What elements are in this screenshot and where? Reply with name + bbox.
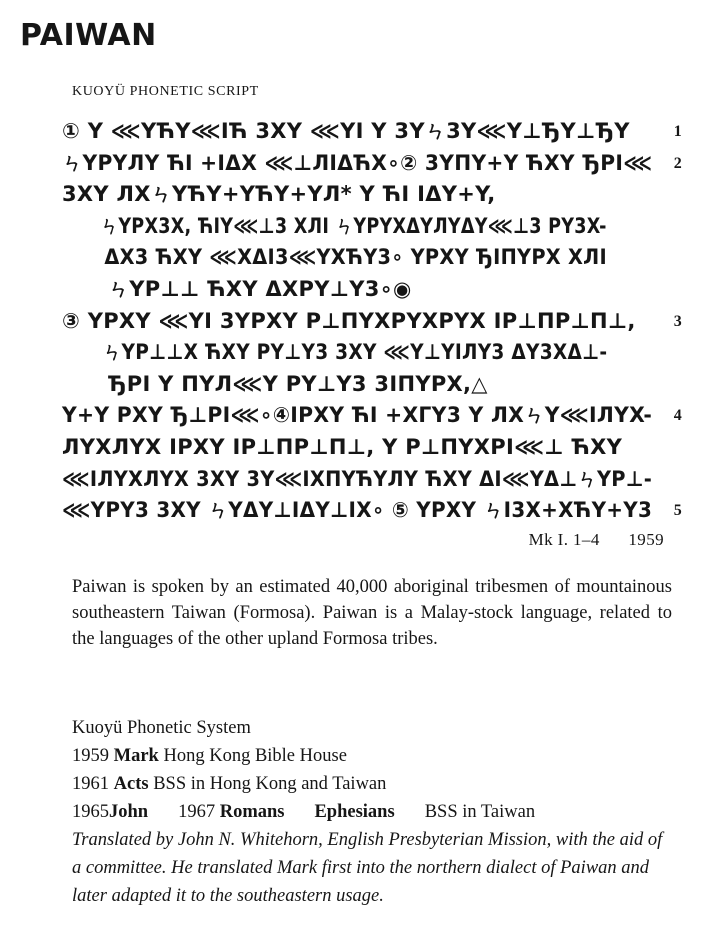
- entry-year: 1967: [178, 802, 216, 822]
- entry-book: Acts: [113, 774, 149, 794]
- script-line-text: ③ YPXY ⋘YI 3YPXY P⊥ПYXPYXPYX IP⊥ПP⊥П⊥,: [62, 308, 636, 333]
- script-line-text: Y+Y PXY Ђ⊥PI⋘∘④IPXY ЋI +XГY3 Y ЛXㄣY⋘IЛYX-: [62, 403, 653, 428]
- reference-text: Mk I. 1–4: [528, 530, 600, 549]
- entry-book: Ephesians: [314, 802, 395, 822]
- script-line-text: ㄣYP⊥⊥ ЋXY ΔXPY⊥Y3∘◉: [108, 276, 412, 301]
- reference-year: 1959: [628, 530, 664, 549]
- script-name-subtitle: KUOYÜ PHONETIC SCRIPT: [72, 84, 259, 99]
- script-line-text: ㄣYP⊥⊥X ЋXY PY⊥Y3 3XY ⋘Y⊥YIЛY3 ΔY3XΔ⊥-: [102, 340, 608, 365]
- script-line: [62, 242, 682, 274]
- verse-number: 2: [673, 154, 682, 172]
- script-line: [62, 274, 682, 306]
- script-line-text: ㄣYPYЛY ЋI +IΔX ⋘⊥ЛIΔЋX∘② 3YПY+Y ЋXY ЂPI⋘: [62, 150, 653, 175]
- script-line: [62, 400, 682, 432]
- script-line-text: ЂPI Y ПYЛ⋘Y PY⊥Y3 3IПYPX,△: [108, 371, 488, 396]
- entry-year: 1959: [72, 746, 109, 766]
- entry-book: Romans: [219, 802, 285, 822]
- script-line-text: ⋘IЛYXЛYX 3XY 3Y⋘IXПYЋYЛY ЋXY ΔI⋘YΔ⊥ㄣYP⊥-: [62, 466, 653, 491]
- entry-year: 1961: [72, 774, 109, 794]
- script-line: [62, 464, 682, 496]
- script-line: [62, 211, 682, 243]
- script-line-text: ㄣYPX3X, ЋIY⋘⊥3 XЛI ㄣYPYXΔYЛYΔY⋘⊥3 PY3X-: [100, 213, 607, 238]
- script-line-text: ⋘YPY3 3XY ㄣYΔY⊥IΔY⊥IX∘ ⑤ YPXY ㄣI3X+XЋY+Y3: [62, 498, 653, 523]
- script-line-text: 3XY ЛXㄣYЋY+YЋY+YЛ* Y ЋI IΔY+Y,: [62, 182, 496, 207]
- history-entry: [72, 770, 672, 798]
- page-title: PAIWAN: [20, 18, 157, 53]
- entry-book: Mark: [113, 746, 159, 766]
- verse-number: 5: [673, 502, 682, 520]
- entry-publisher: Hong Kong Bible House: [163, 746, 347, 766]
- script-line-text: ΔX3 ЋXY ⋘XΔI3⋘YXЋY3∘ YPXY ЂIПYPX XЛI: [104, 245, 608, 270]
- scripture-reference: [529, 530, 664, 550]
- entry-book: John: [109, 802, 149, 822]
- script-line: [62, 369, 682, 401]
- script-line: [62, 306, 682, 338]
- script-line: [62, 495, 682, 527]
- entry-publisher: BSS in Hong Kong and Taiwan: [153, 774, 387, 794]
- script-sample: [62, 116, 682, 527]
- verse-number: 4: [673, 407, 682, 425]
- system-line: Kuoyü Phonetic System: [72, 718, 251, 738]
- entry-year: 1965: [72, 802, 109, 822]
- translation-history: [72, 714, 672, 910]
- history-entry-combined: [72, 798, 672, 826]
- script-line: [62, 432, 682, 464]
- script-line: [62, 179, 682, 211]
- verse-number: 3: [673, 312, 682, 330]
- script-line-text: ЛYXЛYX IPXY IP⊥ПP⊥П⊥, Y P⊥ПYXPI⋘⊥ ЋXY: [62, 434, 623, 459]
- entry-publisher: BSS in Taiwan: [424, 802, 536, 822]
- script-line: [62, 337, 682, 369]
- script-line-text: ① Y ⋘YЋY⋘IЋ 3XY ⋘YI Y 3Yㄣ3Y⋘Y⊥ЂY⊥ЂY: [62, 119, 630, 143]
- history-entry: [72, 742, 672, 770]
- language-description: Paiwan is spoken by an estimated 40,000 aboriginal tribesmen of mountainous southeastern Taiwan (Formosa). Paiwan is a Malay-stock language, related to the languages of the other upland Formosa tribes.: [72, 577, 672, 649]
- verse-number: 1: [673, 123, 682, 140]
- script-line: [62, 116, 682, 148]
- script-line: [62, 148, 682, 180]
- translator-note: Translated by John N. Whitehorn, English Presbyterian Mission, with the aid of a committee. He translated Mark first into the northern dialect of Paiwan and later adapted it to the southeastern usage.: [72, 830, 663, 906]
